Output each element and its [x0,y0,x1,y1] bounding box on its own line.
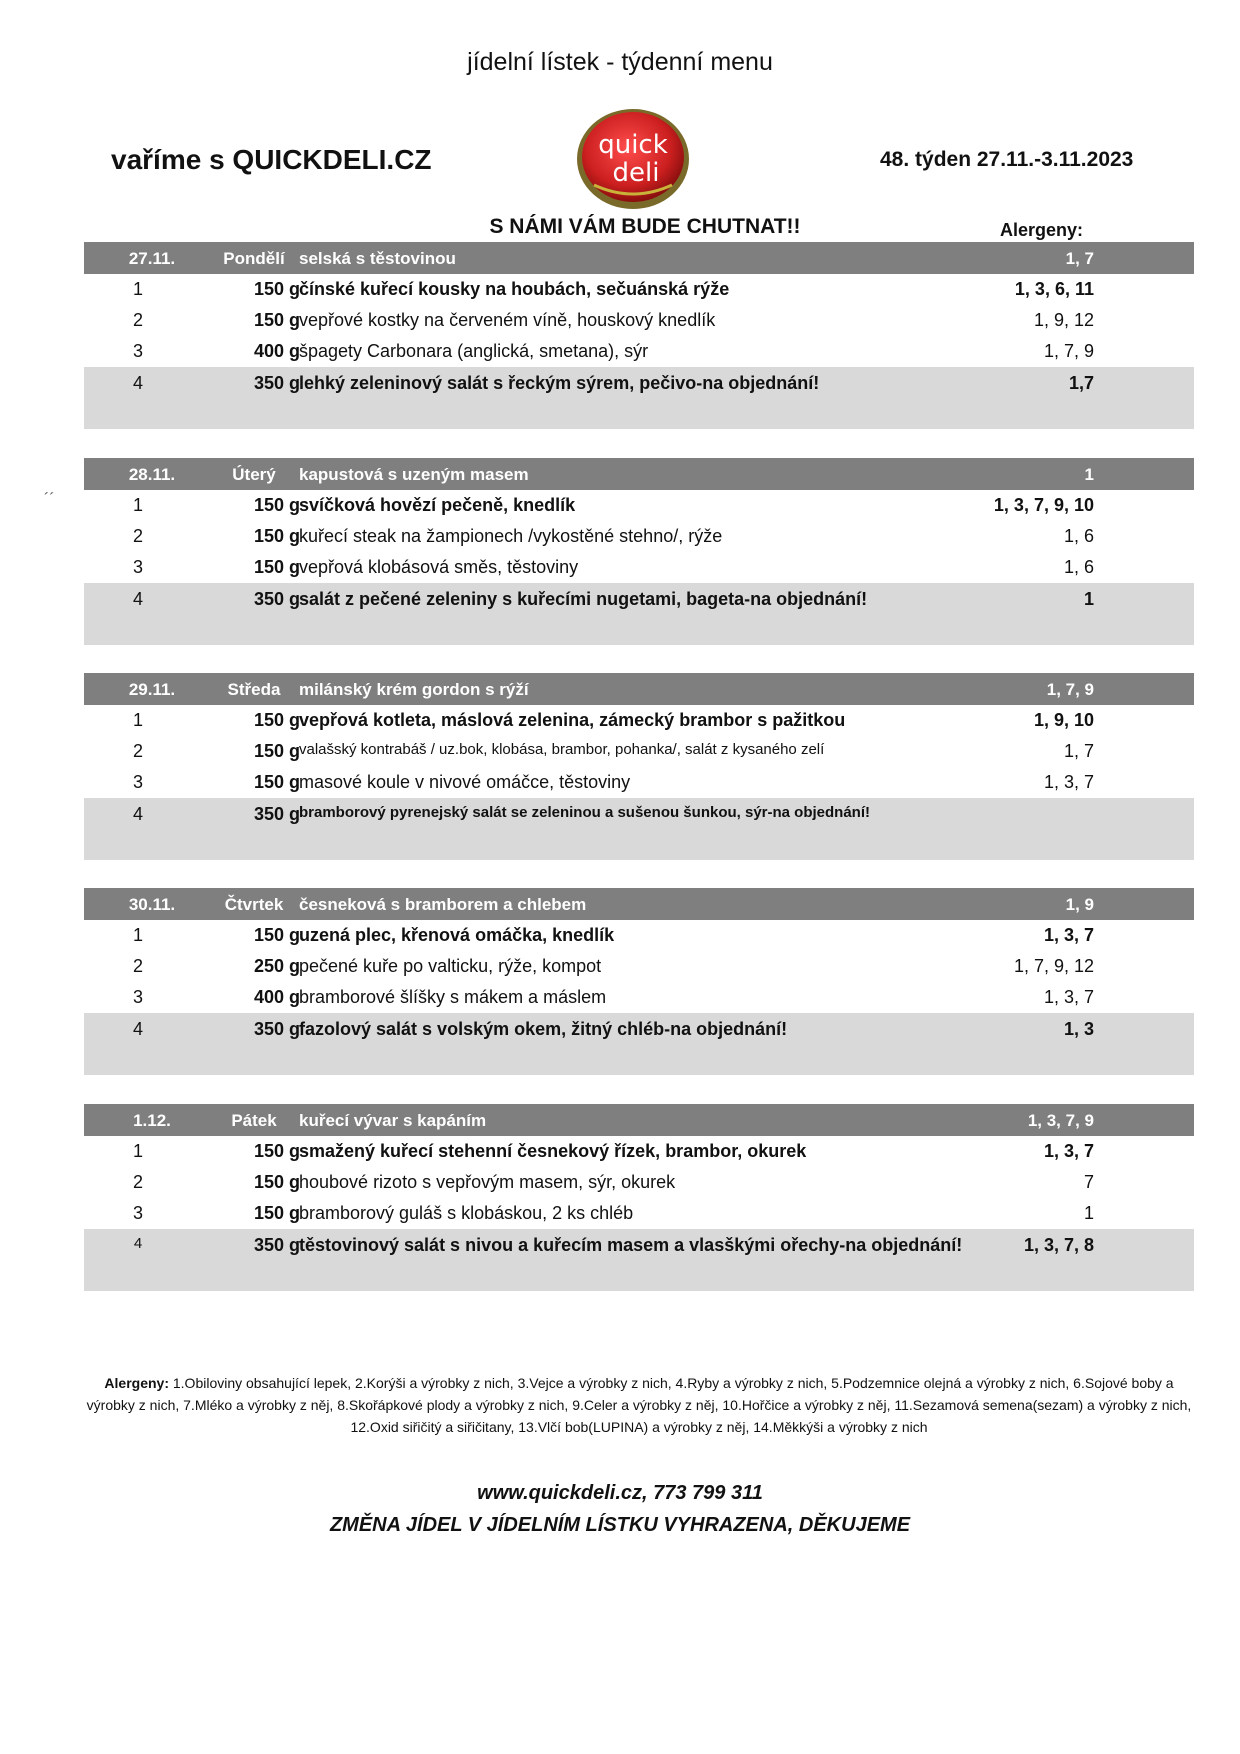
meal-name: lehký zeleninový salát s řeckým sýrem, pečivo-na objednání! [299,373,820,393]
meal-name: špagety Carbonara (anglická, smetana), sýr [299,341,649,361]
meal-row [84,951,1194,982]
meal-number: 3 [132,557,143,577]
meal-weight: 150 g [253,710,300,730]
week-range: 48. týden 27.11.-3.11.2023 [880,148,1134,171]
day-date: 28.11. [128,465,176,484]
salad-row [84,367,1194,429]
meal-allergens: 1, 7, 9, 12 [1013,956,1094,976]
meal-allergens: 1, 3, 7 [1043,1141,1094,1161]
soup-allergens: 1, 3, 7, 9 [1027,1111,1094,1130]
meal-allergens: 1, 3 [1063,1019,1094,1039]
brand-heading: vaříme s QUICKDELI.CZ [111,144,432,175]
meal-weight: 400 g [253,341,300,361]
day-header [84,1104,1194,1136]
meal-row [84,521,1194,552]
day-block-wednesday [84,673,1194,860]
meal-number: 3 [132,1203,143,1223]
meal-weight: 350 g [253,804,300,824]
soup-name: milánský krém gordon s rýží [299,680,529,699]
meal-row [84,705,1194,736]
meal-row [84,920,1194,951]
soup-allergens: 1, 7, 9 [1046,680,1094,699]
meal-weight: 350 g [253,589,300,609]
day-block-thursday [84,888,1194,1075]
meal-row [84,1198,1194,1229]
meal-weight: 350 g [253,1235,300,1255]
meal-number: 2 [132,956,143,976]
day-header [84,673,1194,705]
meal-allergens: 1, 3, 7, 8 [1023,1235,1094,1255]
meal-name: fazolový salát s volským okem, žitný chléb-na objednání! [299,1019,788,1039]
meal-row [84,336,1194,367]
meal-row [84,982,1194,1013]
soup-allergens: 1, 9 [1065,895,1094,914]
soup-name: kapustová s uzeným masem [299,465,529,484]
soup-allergens: 1 [1084,465,1094,484]
soup-name: kuřecí vývar s kapáním [299,1111,487,1130]
allergen-legend-text: 1.Obiloviny obsahující lepek, 2.Korýši a výrobky z nich, 3.Vejce a výrobky z nich, 4.Ryby a výrobky z nich, 5.Podzemnice olejná a výrobky z nich, 6.Sojové boby a výrobky z nich, 7.Mléko a výrobky z něj, 8.Skořápkové plody a výrobky z nich, 9.Celer a výrobky z něj, 10.Hořčice a výrobky z něj, 11.Sezamová semena(sezam) a výrobky z nich, 12.Oxid siřičitý a siřičitany, 13.Vlčí bob(LUPINA) a výrobky z něj, 14.Měkkýši a výrobky z nich [86,1375,1192,1435]
meal-row [84,552,1194,583]
meal-allergens: 1, 3, 6, 11 [1014,279,1094,299]
meal-weight: 150 g [253,279,300,299]
meal-number: 2 [132,310,143,330]
meal-row [84,490,1194,521]
salad-row [84,1229,1194,1291]
meal-number: 4 [133,1235,143,1252]
meal-number: 4 [132,589,143,609]
meal-number: 3 [132,341,143,361]
meal-name: masové koule v nivové omáčce, těstoviny [299,772,631,792]
meal-weight: 150 g [253,741,300,761]
meal-allergens: 1 [1083,1203,1094,1223]
meal-weight: 350 g [253,373,300,393]
soup-name: česneková s bramborem a chlebem [299,895,587,914]
meal-number: 1 [132,495,143,515]
meal-name: těstovinový salát s nivou a kuřecím masem a vlasškými ořechy-na objednání! [299,1235,963,1255]
meal-weight: 250 g [253,956,300,976]
meal-name: smažený kuřecí stehenní česnekový řízek, brambor, okurek [299,1141,807,1161]
day-name: Čtvrtek [224,895,284,914]
footer-website-phone: www.quickdeli.cz, 773 799 311 [477,1482,763,1504]
meal-allergens: 1, 6 [1063,526,1094,546]
salad-row [84,1013,1194,1075]
meal-row [84,305,1194,336]
meal-number: 1 [132,710,143,730]
meal-row [84,1167,1194,1198]
soup-name: selská s těstovinou [299,249,456,268]
meal-allergens: 1, 3, 7 [1043,772,1094,792]
day-date: 29.11. [128,680,176,699]
meal-number: 1 [132,1141,143,1161]
meal-weight: 150 g [253,925,300,945]
meal-name: bramborové šlíšky s mákem a máslem [299,987,607,1007]
page-title: jídelní lístek - týdenní menu [467,48,773,76]
meal-allergens: 1, 3, 7 [1043,987,1094,1007]
day-block-monday [84,242,1194,429]
day-name: Středa [227,680,281,699]
meal-weight: 150 g [253,526,300,546]
meal-number: 2 [132,526,143,546]
day-date: 1.12. [133,1111,171,1130]
meal-weight: 150 g [253,1172,300,1192]
soup-allergens: 1, 7 [1065,249,1094,268]
slogan: S NÁMI VÁM BUDE CHUTNAT!! [489,215,801,238]
meal-number: 2 [132,1172,143,1192]
meal-name: uzená plec, křenová omáčka, knedlík [299,925,615,945]
meal-allergens: 1, 9, 10 [1033,710,1094,730]
meal-name: bramborový guláš s klobáskou, 2 ks chléb [299,1203,634,1223]
meal-number: 4 [132,1019,143,1039]
meal-allergens: 1, 3, 7, 9, 10 [993,495,1094,515]
allergens-column-header: Alergeny: [1000,220,1084,240]
meal-name: kuřecí steak na žampionech /vykostěné stehno/, rýže [299,526,723,546]
meal-weight: 400 g [253,987,300,1007]
meal-allergens: 1, 9, 12 [1033,310,1094,330]
meal-number: 1 [132,925,143,945]
day-header [84,458,1194,490]
meal-row [84,736,1194,767]
quickdeli-logo [574,107,692,215]
meal-number: 2 [132,741,143,761]
meal-allergens: 1, 7, 9 [1043,341,1094,361]
meal-allergens: 1,7 [1068,373,1094,393]
meal-number: 4 [132,373,143,393]
meal-allergens: 1 [1083,589,1094,609]
meal-name: salát z pečené zeleniny s kuřecími nugetami, bageta-na objednání! [299,589,868,609]
meal-name: čínské kuřecí kousky na houbách, sečuánská rýže [299,279,730,299]
meal-weight: 350 g [253,1019,300,1039]
day-block-friday [84,1104,1194,1291]
meal-weight: 150 g [253,310,300,330]
meal-allergens: 7 [1083,1172,1094,1192]
meal-weight: 150 g [253,1141,300,1161]
meal-allergens: 1, 6 [1063,557,1094,577]
day-header [84,888,1194,920]
logo-text-deli: deli [612,158,660,188]
meal-name: vepřová klobásová směs, těstoviny [299,557,579,577]
meal-name: vepřová kotleta, máslová zelenina, zámecký brambor s pažitkou [299,710,846,730]
day-name: Úterý [232,465,276,484]
day-header [84,242,1194,274]
day-name: Pondělí [223,249,285,268]
meal-row [84,274,1194,305]
meal-allergens: 1, 7 [1063,741,1094,761]
salad-row [84,583,1194,645]
meal-number: 3 [132,987,143,1007]
meal-weight: 150 g [253,772,300,792]
meal-name: svíčková hovězí pečeně, knedlík [299,495,576,515]
meal-weight: 150 g [253,1203,300,1223]
day-block-tuesday [84,458,1194,645]
day-name: Pátek [231,1111,277,1130]
meal-weight: 150 g [253,495,300,515]
meal-name: vepřové kostky na červeném víně, houskový knedlík [299,310,716,330]
meal-name: valašský kontrabáš / uz.bok, klobása, brambor, pohanka/, salát z kysaného zelí [299,741,825,758]
allergen-legend-label: Alergeny: [104,1375,169,1391]
meal-number: 1 [132,279,143,299]
stray-mark: ´´ [44,491,55,508]
meal-row [84,767,1194,798]
meal-allergens: 1, 3, 7 [1043,925,1094,945]
salad-row [84,798,1194,860]
footer-disclaimer: ZMĚNA JÍDEL V JÍDELNÍM LÍSTKU VYHRAZENA, DĚKUJEME [329,1514,911,1536]
day-date: 27.11. [128,249,176,268]
allergen-legend [84,1372,1194,1438]
meal-weight: 150 g [253,557,300,577]
logo-text-quick: quick [598,130,668,160]
meal-name: pečené kuře po valticku, rýže, kompot [299,956,602,976]
meal-row [84,1136,1194,1167]
meal-number: 4 [132,804,143,824]
meal-name: houbové rizoto s vepřovým masem, sýr, okurek [299,1172,676,1192]
meal-name: bramborový pyrenejský salát se zeleninou a sušenou šunkou, sýr-na objednání! [299,804,870,821]
day-date: 30.11. [128,895,176,914]
meal-number: 3 [132,772,143,792]
